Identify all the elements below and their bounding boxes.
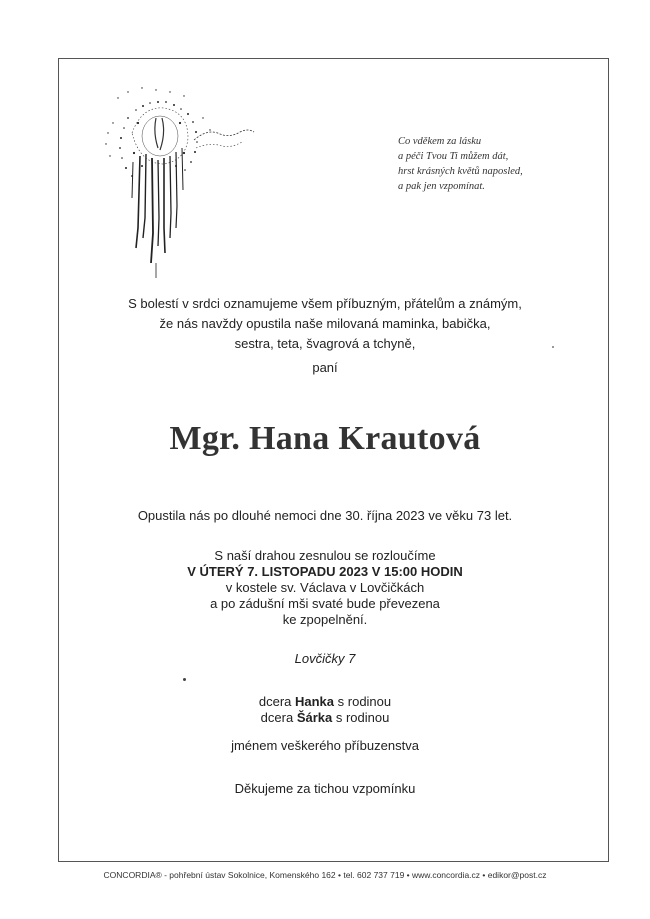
ink-speck (552, 346, 554, 348)
poem-line: a pak jen vzpomínat. (398, 181, 485, 192)
relatives-line: jménem veškerého příbuzenstva (231, 738, 419, 753)
death-notice: Opustila nás po dlouhé nemoci dne 30. října 2023 ve věku 73 let. (137, 508, 513, 523)
poem-line: hrst krásných květů naposled, (398, 166, 523, 177)
memorial-poem (398, 134, 578, 194)
deceased-name: Mgr. Hana Krautová (169, 420, 481, 457)
funeral-line: a po zádušní mši svaté bude převezena (210, 596, 440, 611)
funeral-date: V ÚTERÝ 7. LISTOPADU 2023 V 15:00 HODIN (187, 564, 463, 579)
poem-line: Co vděkem za lásku (398, 136, 482, 147)
family-relation: dcera (260, 710, 297, 725)
announcement-line: že nás navždy opustila naše milovaná maminka, babička, (159, 316, 491, 331)
announcement-text (0, 294, 650, 354)
family-member-name: Hanka (295, 694, 335, 709)
announcement-line: sestra, teta, švagrová a tchyně, (234, 336, 416, 351)
announcement-line: S bolestí v srdci oznamujeme všem příbuzným, přátelům a známým, (128, 296, 522, 311)
family-suffix: s rodinou (334, 694, 392, 709)
family-list (0, 694, 650, 726)
thanks-line: Děkujeme za tichou vzpomínku (234, 781, 416, 796)
funeral-info (0, 548, 650, 628)
title-pani: paní (312, 360, 338, 375)
funeral-line: S naší drahou zesnulou se rozloučíme (214, 548, 436, 563)
family-relation: dcera (258, 694, 295, 709)
family-suffix: s rodinou (332, 710, 390, 725)
address: Lovčičky 7 (294, 651, 356, 666)
family-member (0, 694, 650, 710)
funeral-line: ke zpopelnění. (282, 612, 368, 627)
funeral-line: v kostele sv. Václava v Lovčičkách (225, 580, 425, 595)
family-member-name: Šárka (296, 710, 333, 725)
candle-ornament-icon (98, 78, 258, 283)
poem-line: a péči Tvou Ti můžem dát, (398, 151, 509, 162)
footer: CONCORDIA® - pohřební ústav Sokolnice, Komenského 162 • tel. 602 737 719 • www.concordia.cz • edikor@post.cz (103, 870, 547, 880)
family-member (0, 710, 650, 726)
ink-dot (183, 678, 186, 681)
